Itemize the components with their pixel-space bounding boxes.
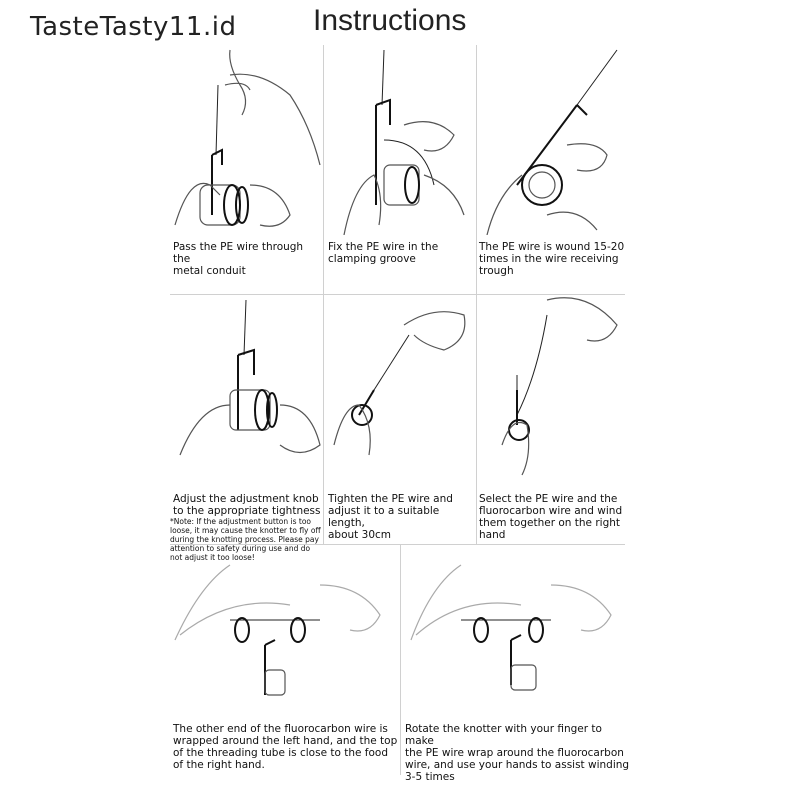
brand-watermark: TasteTasty11.id bbox=[30, 12, 237, 42]
step-1 bbox=[170, 45, 323, 295]
step-6-caption: Select the PE wire and the fluorocarbon wire and wind them together on the right hand bbox=[479, 493, 623, 541]
step-4-note: *Note: If the adjustment button is too loose, it may cause the knotter to fly off during the knotting process. Please pay attention to safety during use and do not adjust it too loose! bbox=[170, 517, 321, 562]
step-7-illustration bbox=[170, 545, 400, 715]
step-3-caption: The PE wire is wound 15-20 times in the wire receiving trough bbox=[479, 241, 625, 277]
step-8-caption: Rotate the knotter with your finger to make the PE wire wrap around the fluorocarbon wire, and use your hands to assist winding 3-5 times bbox=[405, 723, 630, 783]
step-4 bbox=[170, 295, 323, 545]
step-7-caption: The other end of the fluorocarbon wire is wrapped around the left hand, and the top of the threading tube is close to the food of the right hand. bbox=[173, 723, 398, 771]
step-3 bbox=[477, 45, 625, 295]
step-8 bbox=[401, 545, 631, 783]
step-4-caption: Adjust the adjustment knob to the appropriate tightness bbox=[173, 493, 321, 517]
step-1-caption: Pass the PE wire through the metal conduit bbox=[173, 241, 304, 277]
step-8-illustration bbox=[401, 545, 625, 715]
step-7 bbox=[170, 545, 400, 775]
step-3-illustration bbox=[477, 45, 625, 235]
step-5-illustration bbox=[324, 295, 476, 485]
step-2-caption: Fix the PE wire in the clamping groove bbox=[328, 241, 439, 265]
step-2 bbox=[324, 45, 476, 295]
step-2-illustration bbox=[324, 45, 476, 235]
step-4-illustration bbox=[170, 295, 323, 485]
step-6-illustration bbox=[477, 295, 625, 485]
step-5 bbox=[324, 295, 476, 545]
step-1-illustration bbox=[170, 45, 323, 235]
step-5-caption: Tighten the PE wire and adjust it to a suitable length, about 30cm bbox=[328, 493, 453, 541]
step-6 bbox=[477, 295, 625, 545]
page-title: Instructions bbox=[313, 4, 467, 37]
